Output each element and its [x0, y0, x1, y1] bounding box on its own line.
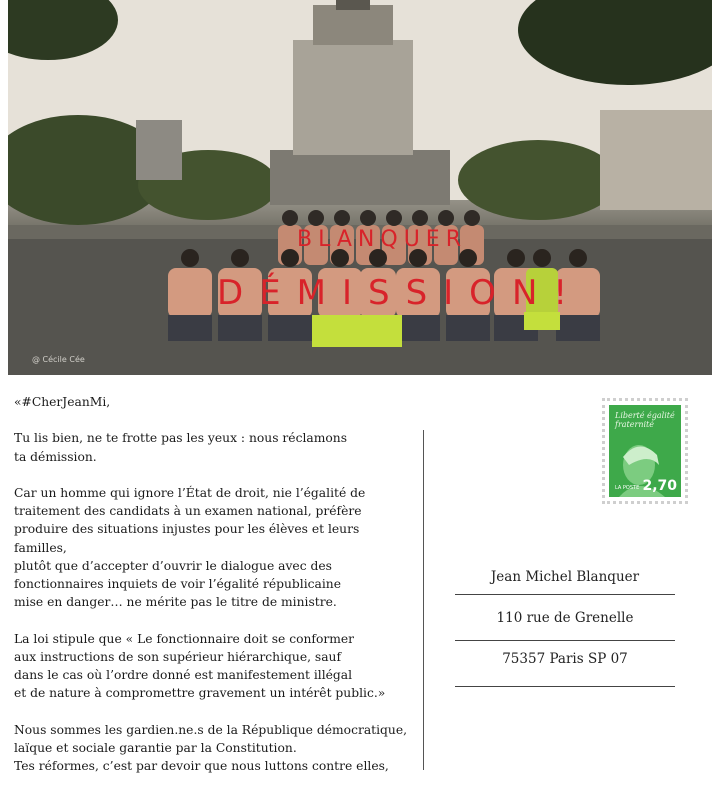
letter-paragraph: La loi stipule que « Le fonctionnaire doit se conformer aux instructions de son supérieur hiérarchique, sauf dans le cas où l’ordre donné est manifestement illégal et de nature à compromettre gravement un intérêt public.»: [14, 631, 386, 701]
address-name: Jean Michel Blanquer: [490, 569, 640, 585]
stamp-motto: Liberté égalité fraternité: [615, 411, 675, 429]
protest-photo: [8, 0, 712, 375]
letter-body: [14, 393, 414, 793]
address-street: 110 rue de Grenelle: [496, 610, 634, 626]
address-line: [455, 640, 675, 641]
photo-illustration: [8, 0, 712, 375]
address-line: [455, 594, 675, 595]
slogan-blanquer: BLANQUER: [297, 227, 467, 252]
stamp-issuer: LA POSTE: [615, 485, 640, 491]
stamp-face: [609, 405, 681, 497]
slogan-demission: DÉMISSION!: [216, 273, 584, 313]
postcard-divider: [423, 430, 424, 770]
letter-greeting: «#CherJeanMi,: [14, 395, 111, 409]
address-line: [455, 686, 675, 687]
stamp-price: 2,70: [642, 478, 677, 494]
address-city: 75357 Paris SP 07: [502, 651, 628, 667]
postage-stamp: [602, 398, 688, 504]
letter-paragraph: Tu lis bien, ne te frotte pas les yeux : nous réclamons ta démission.: [14, 431, 348, 464]
photo-credit: @ Cécile Cée: [32, 355, 85, 364]
letter-paragraph: Car un homme qui ignore l’État de droit, nie l’égalité de traitement des candidats à un examen national, préfère produire des situations injustes pour les élèves et leurs familles, plutôt que d’accepter d’ouvrir le dialogue avec des fonctionnaires inquiets de voir l’égalité républicaine mise en danger… ne mérite pas le titre de ministre.: [14, 485, 366, 610]
letter-paragraph: Nous sommes les gardien.ne.s de la République démocratique, laïque et sociale garantie par la Constitution. Tes réformes, c’est par devoir que nous luttons contre elles,: [14, 722, 408, 773]
